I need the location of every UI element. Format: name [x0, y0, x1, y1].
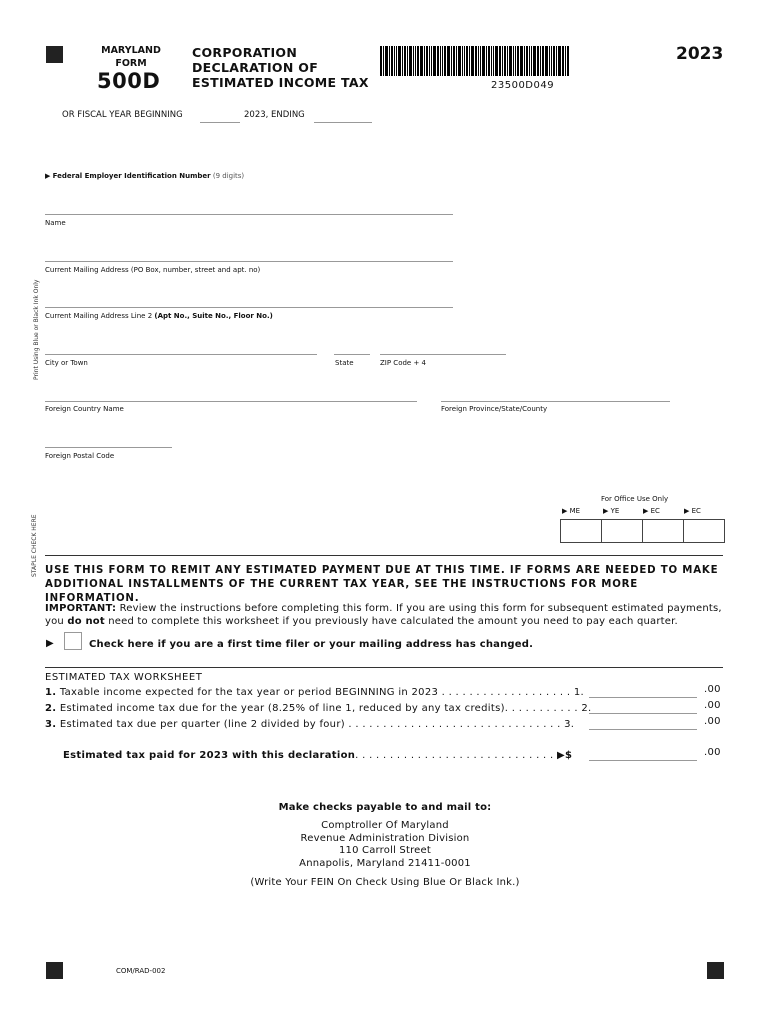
- arrow-right-icon: ▶: [643, 507, 649, 515]
- zip-label: ZIP Code + 4: [380, 359, 426, 367]
- worksheet-line-3: 3. Estimated tax due per quarter (line 2 divided by four) . . . . . . . . . . . . . . . . . . . . . . . . . . . . . . . 3.: [45, 719, 575, 730]
- office-box-ec2: [684, 520, 724, 542]
- top-divider: [45, 555, 723, 556]
- address2-hint: (Apt No., Suite No., Floor No.): [154, 312, 273, 320]
- name-field[interactable]: [45, 214, 453, 215]
- country-label: Foreign Country Name: [45, 405, 124, 413]
- fiscal-beginning-field[interactable]: [200, 122, 240, 123]
- line3-cents: .00: [704, 716, 721, 727]
- state-label-field: State: [335, 359, 354, 367]
- postal-field[interactable]: [45, 447, 172, 448]
- mailing-address: Comptroller Of Maryland Revenue Administration Division 110 Carroll Street Annapolis, Maryland 21411-0001: [299, 820, 471, 869]
- office-code-ec1: ▶ EC: [643, 507, 660, 515]
- arrow-right-icon: ▶: [46, 638, 54, 649]
- barcode: [380, 46, 570, 76]
- form-number: 500D: [97, 69, 161, 93]
- arrow-right-icon: ▶: [684, 507, 690, 515]
- important-note: IMPORTANT: Review the instructions before completing this form. If you are using this form for subsequent estimated payments, you do not need to complete this worksheet if you previously have calculated the amount you need to pay each quarter.: [45, 603, 722, 627]
- fein-label-row: [45, 172, 244, 180]
- line1-amount-field[interactable]: [589, 697, 697, 698]
- office-use-boxes: [560, 519, 725, 543]
- worksheet-title: ESTIMATED TAX WORKSHEET: [45, 672, 203, 683]
- address2-label: Current Mailing Address Line 2: [45, 312, 153, 320]
- estimated-paid-field[interactable]: [589, 760, 697, 761]
- print-ink-note: Print Using Blue or Black Ink Only: [33, 279, 40, 380]
- province-label: Foreign Province/State/County: [441, 405, 548, 413]
- fiscal-beginning-label: OR FISCAL YEAR BEGINNING: [62, 110, 183, 120]
- mailing-heading: Make checks payable to and mail to:: [278, 802, 492, 813]
- mailing-note: (Write Your FEIN On Check Using Blue Or Black Ink.): [250, 877, 520, 888]
- line1-cents: .00: [704, 684, 721, 695]
- worksheet-divider: [45, 667, 723, 668]
- address1-label: Current Mailing Address (PO Box, number, street and apt. no): [45, 266, 261, 274]
- worksheet-line-2: 2. Estimated income tax due for the year (8.25% of line 1, reduced by any tax credits). . . . . . . . . . . 2.: [45, 703, 592, 714]
- fiscal-ending-field[interactable]: [314, 122, 372, 123]
- office-box-ye: [602, 520, 643, 542]
- fein-label: Federal Employer Identification Number: [52, 172, 211, 180]
- estimated-paid-line: Estimated tax paid for 2023 with this declaration. . . . . . . . . . . . . . . . . . . . . . . . . . . . . ▶$: [63, 750, 573, 761]
- corner-mark-bottom-left: [46, 962, 63, 979]
- office-box-ec1: [643, 520, 684, 542]
- address2-field[interactable]: [45, 307, 453, 308]
- country-field[interactable]: [45, 401, 417, 402]
- estimated-paid-cents: .00: [704, 747, 721, 758]
- address1-field[interactable]: [45, 261, 453, 262]
- remit-instructions: USE THIS FORM TO REMIT ANY ESTIMATED PAYMENT DUE AT THIS TIME. IF FORMS ARE NEEDED TO MAKE ADDITIONAL INSTALLMENTS OF THE CURRENT TAX YEAR, SEE THE INSTRUCTIONS FOR MORE INFORMATION.: [45, 565, 719, 604]
- first-time-filer-label: Check here if you are a first time filer or your mailing address has changed.: [89, 639, 534, 650]
- office-code-ye: ▶ YE: [603, 507, 620, 515]
- office-code-ec2: ▶ EC: [684, 507, 701, 515]
- form-title: CORPORATION DECLARATION OF ESTIMATED INCOME TAX: [192, 45, 369, 90]
- office-use-title: For Office Use Only: [601, 495, 669, 503]
- state-label: MARYLAND: [101, 45, 161, 56]
- fein-hint: (9 digits): [212, 172, 245, 180]
- fiscal-ending-label: 2023, ENDING: [244, 110, 305, 120]
- office-box-me: [561, 520, 602, 542]
- tax-year: 2023: [676, 44, 724, 64]
- corner-mark-bottom-right: [707, 962, 724, 979]
- postal-label: Foreign Postal Code: [45, 452, 115, 460]
- state-field[interactable]: [334, 354, 370, 355]
- form-label: FORM: [115, 58, 147, 69]
- address2-label-row: [45, 312, 273, 320]
- corner-mark-top-left: [46, 46, 63, 63]
- city-field[interactable]: [45, 354, 317, 355]
- form-code: COM/RAD-002: [116, 967, 166, 975]
- province-field[interactable]: [441, 401, 670, 402]
- city-label: City or Town: [45, 359, 88, 367]
- arrow-right-icon: ▶: [562, 507, 568, 515]
- name-label: Name: [45, 219, 66, 227]
- worksheet-line-1: 1. Taxable income expected for the tax year or period BEGINNING in 2023 . . . . . . . . . . . . . . . . . . . 1.: [45, 687, 584, 698]
- arrow-right-icon: ▶: [556, 750, 565, 761]
- line3-amount-field[interactable]: [589, 729, 697, 730]
- arrow-right-icon: ▶: [45, 172, 51, 180]
- staple-check-note: STAPLE CHECK HERE: [31, 514, 38, 577]
- arrow-right-icon: ▶: [603, 507, 609, 515]
- barcode-number: 23500D049: [491, 80, 555, 91]
- office-code-me: ▶ ME: [562, 507, 581, 515]
- line2-amount-field[interactable]: [589, 713, 697, 714]
- zip-field[interactable]: [380, 354, 506, 355]
- line2-cents: .00: [704, 700, 721, 711]
- first-time-filer-checkbox[interactable]: [64, 632, 82, 650]
